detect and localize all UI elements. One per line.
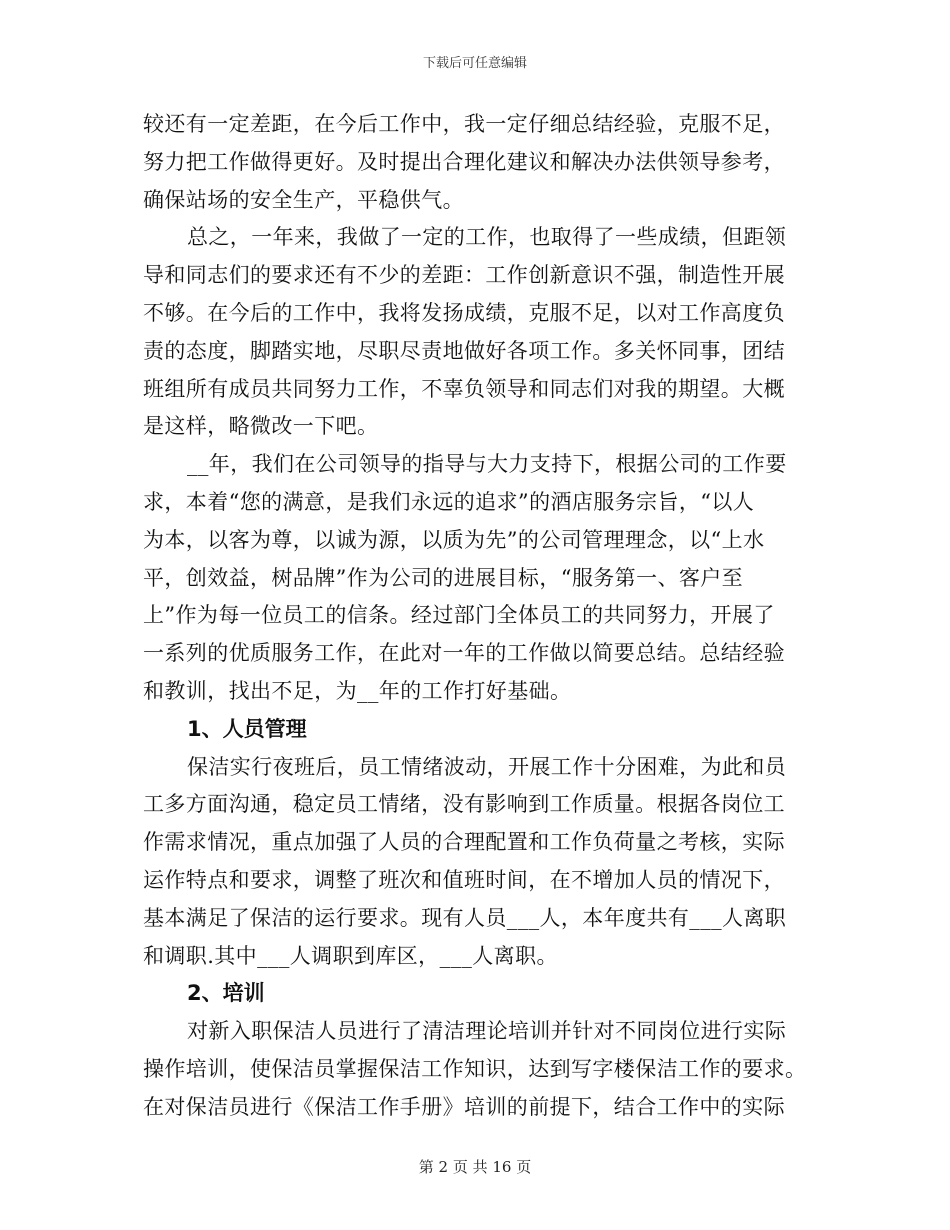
text-line: 为本，以客为尊，以诚为源，以质为先”的公司管理理念，以“上水: [143, 527, 765, 552]
text-line: 对新入职保洁人员进行了清洁理论培训并针对不同岗位进行实际: [187, 1019, 787, 1044]
text-line: 一系列的优质服务工作，在此对一年的工作做以简要总结。总结经验: [143, 641, 785, 666]
text-line: 是这样，略微改一下吧。: [143, 414, 379, 439]
section-heading: 2、培训: [187, 981, 265, 1006]
text-line: 作需求情况，重点加强了人员的合理配置和工作负荷量之考核，实际: [143, 830, 785, 855]
text-line: 保洁实行夜班后，员工情绪波动，开展工作十分困难，为此和员: [187, 754, 787, 779]
text-line: 不够。在今后的工作中，我将发扬成绩，克服不足，以对工作高度负: [143, 300, 785, 325]
text-line: 确保站场的安全生产，平稳供气。: [143, 187, 464, 212]
text-line: 工多方面沟通，稳定员工情绪，没有影响到工作质量。根据各岗位工: [143, 792, 785, 817]
text-line: __年，我们在公司领导的指导与大力支持下，根据公司的工作要: [187, 452, 787, 477]
text-line: 上”作为每一位员工的信条。经过部门全体员工的共同努力，开展了: [143, 603, 775, 628]
text-line: 运作特点和要求，调整了班次和值班时间，在不增加人员的情况下，: [143, 867, 785, 892]
text-line: 操作培训，使保洁员掌握保洁工作知识，达到写字楼保洁工作的要求。: [143, 1056, 807, 1081]
paragraph: [143, 106, 803, 219]
text-line: 责的态度，脚踏实地，尽职尽责地做好各项工作。多关怀同事，团结: [143, 338, 785, 363]
text-line: 在对保洁员进行《保洁工作手册》培训的前提下，结合工作中的实际: [143, 1094, 785, 1119]
page-header: 下载后可任意编辑: [422, 56, 527, 71]
text-line: 和教训，找出不足，为__年的工作打好基础。: [143, 678, 572, 703]
text-line: 班组所有成员共同努力工作，不辜负领导和同志们对我的期望。大概: [143, 376, 785, 401]
paragraph: [143, 219, 803, 446]
text-line: 较还有一定差距，在今后工作中，我一定仔细总结经验，克服不足，: [143, 112, 785, 136]
text-line: 努力把工作做得更好。及时提出合理化建议和解决办法供领导参考，: [143, 149, 785, 174]
text-line: 求，本着“您的满意，是我们永远的追求”的酒店服务宗旨，“以人: [143, 489, 755, 514]
paragraph: [143, 1013, 807, 1126]
paragraph: [143, 446, 803, 711]
document-body: [143, 106, 807, 1127]
text-line: 平，创效益，树品牌”作为公司的进展目标，“服务第一、客户至: [143, 565, 744, 590]
section-heading: 1、人员管理: [187, 716, 307, 741]
text-line: 总之，一年来，我做了一定的工作，也取得了一些成绩，但距领: [187, 225, 787, 250]
paragraph: [143, 749, 803, 976]
text-line: 基本满足了保洁的运行要求。现有人员___人，本年度共有___人离职: [143, 905, 787, 930]
page-footer: 第 2 页 共 16 页: [418, 1158, 532, 1176]
text-line: 和调职.其中___人调职到库区，___人离职。: [143, 943, 558, 968]
text-line: 导和同志们的要求还有不少的差距：工作创新意识不强，制造性开展: [143, 263, 785, 288]
